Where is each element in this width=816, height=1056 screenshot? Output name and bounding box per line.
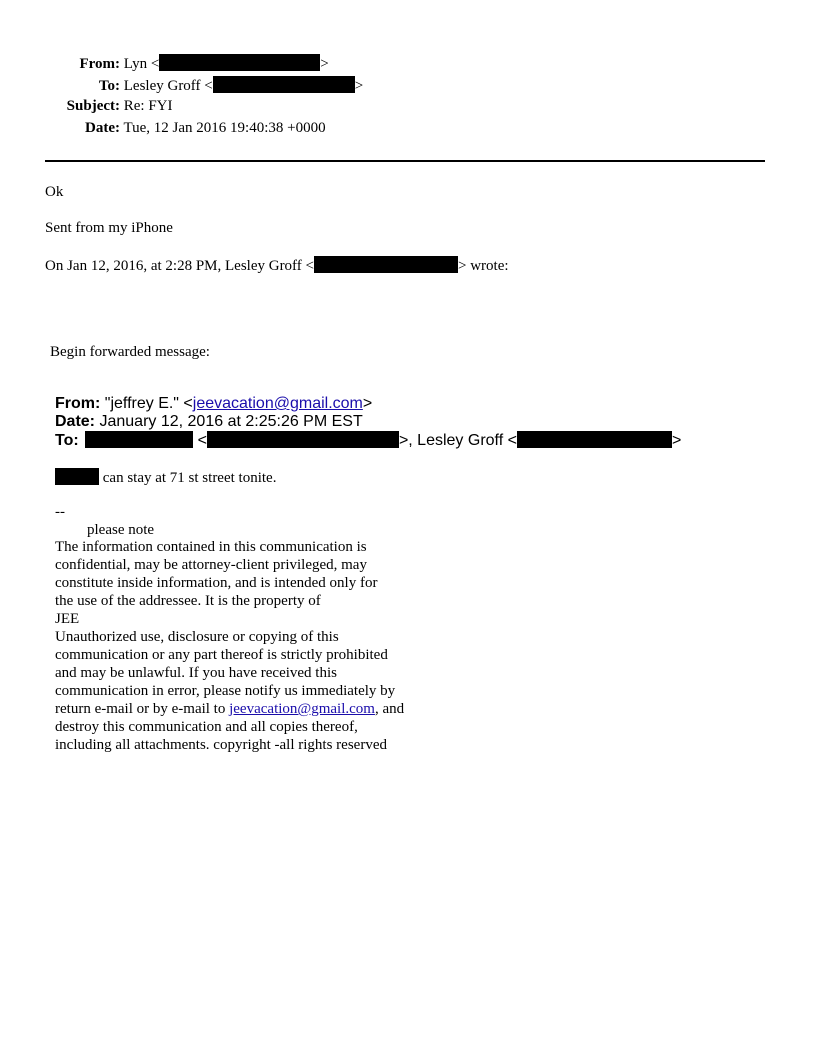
disclaimer-line: communication in error, please notify us immediately by: [55, 683, 396, 699]
header-subject-row: [0, 98, 173, 115]
fwd-message-text: can stay at 71 st street tonite.: [102, 470, 277, 486]
redaction-bar: [213, 76, 355, 93]
disclaimer-line: constitute inside information, and is intended only for: [55, 575, 378, 591]
fwd-date-label: Date:: [55, 413, 96, 430]
fwd-message: [55, 468, 276, 487]
fwd-from-label: From:: [55, 395, 101, 412]
disclaimer-email-link[interactable]: jeevacation@gmail.com: [229, 701, 375, 717]
redaction-bar: [55, 468, 99, 485]
header-from-row: From: Lyn < >: [0, 54, 329, 73]
fwd-date-value: January 12, 2016 at 2:25:26 PM EST: [99, 413, 363, 430]
disclaimer-line: Unauthorized use, disclosure or copying of this: [55, 629, 339, 645]
fwd-to-label: To:: [55, 432, 79, 449]
fwd-from-row: From: "jeffrey E." <jeevacation@gmail.com>: [55, 395, 373, 412]
redaction-bar: [159, 54, 320, 71]
date-value: Tue, 12 Jan 2016 19:40:38 +0000: [123, 120, 326, 136]
quote-intro: On Jan 12, 2016, at 2:28 PM, Lesley Groff < > wrote:: [45, 258, 509, 274]
header-date-row: [0, 120, 326, 137]
fwd-to-row: To: < >, Lesley Groff < >: [55, 432, 682, 449]
from-label: From:: [79, 56, 120, 72]
date-label: Date:: [85, 120, 120, 136]
disclaimer-line: and may be unlawful. If you have received this: [55, 665, 337, 681]
disclaimer-line: destroy this communication and all copies thereof,: [55, 719, 358, 735]
disclaimer-line: communication or any part thereof is strictly prohibited: [55, 647, 388, 663]
disclaimer-line: return e-mail or by e-mail to jeevacation@gmail.com, and: [55, 701, 405, 717]
from-value: Lyn <: [123, 56, 160, 72]
disclaimer-line: The information contained in this communication is: [55, 539, 367, 555]
disclaimer-note: please note: [87, 522, 155, 538]
disclaimer-text: [55, 538, 455, 754]
disclaimer-line: including all attachments. copyright -all rights reserved: [55, 737, 387, 753]
subject-label: Subject:: [66, 98, 120, 114]
redaction-bar: [517, 431, 672, 448]
redaction-bar: [314, 256, 458, 273]
redaction-bar: [207, 431, 399, 448]
reply-text: Ok: [45, 184, 64, 200]
disclaimer-line: the use of the addressee. It is the property of: [55, 593, 321, 609]
signature-text: Sent from my iPhone: [45, 220, 173, 236]
to-value: Lesley Groff <: [123, 78, 213, 94]
to-label: To:: [98, 78, 120, 94]
redaction-bar: [85, 431, 193, 448]
header-divider: [45, 160, 765, 162]
forward-intro: Begin forwarded message:: [50, 344, 210, 360]
disclaimer-dashes: --: [55, 504, 65, 520]
header-to-row: To: Lesley Groff < >: [0, 76, 363, 95]
disclaimer-line: confidential, may be attorney-client privileged, may: [55, 557, 367, 573]
disclaimer-line: JEE: [55, 611, 80, 627]
subject-value: Re: FYI: [123, 98, 173, 114]
fwd-date-row: [55, 413, 363, 431]
fwd-from-email-link[interactable]: jeevacation@gmail.com: [192, 395, 363, 412]
